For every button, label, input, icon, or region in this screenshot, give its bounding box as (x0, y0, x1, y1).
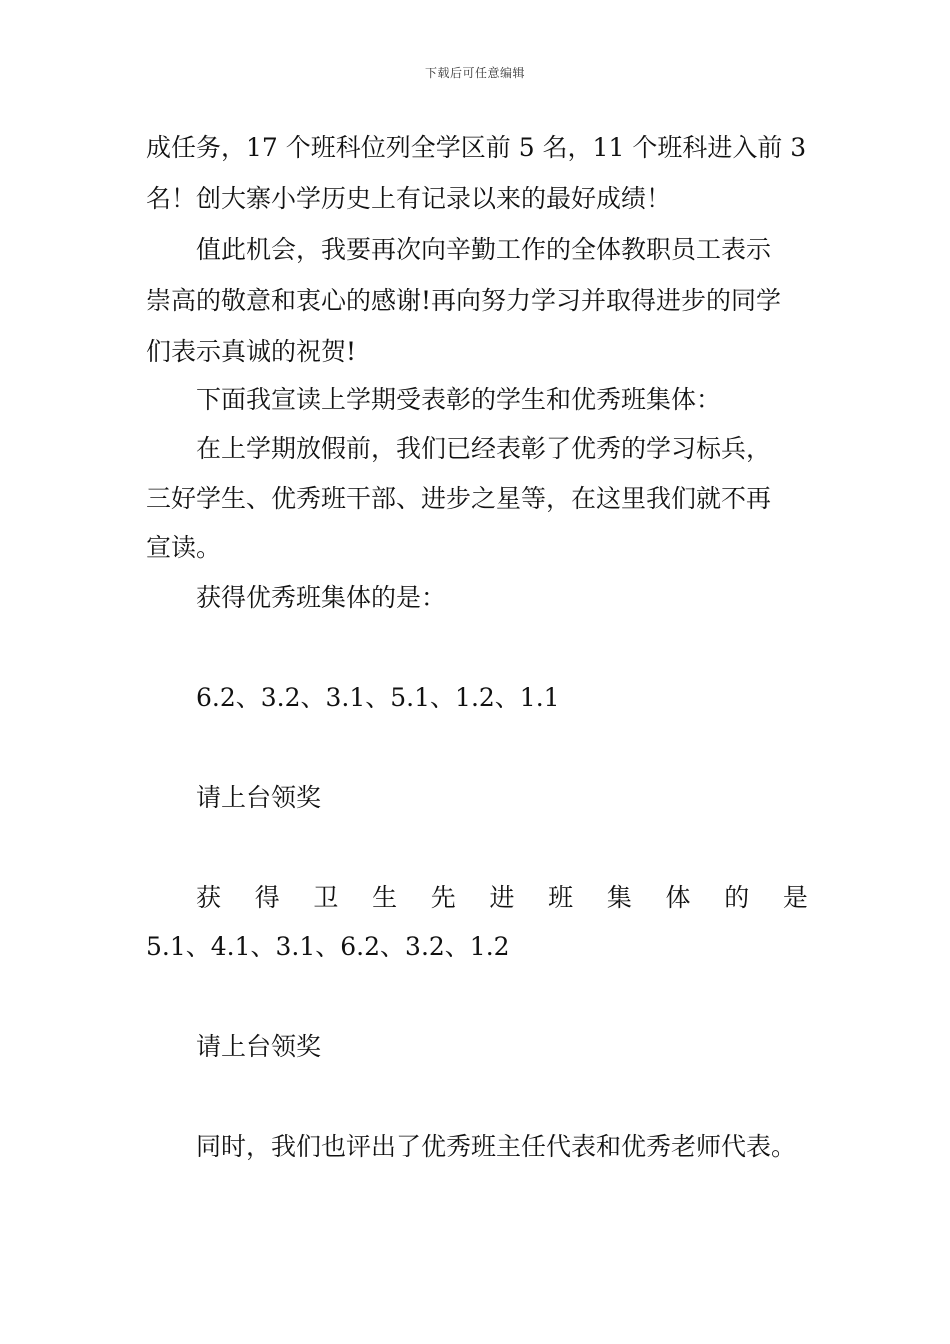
paragraph-line: 同时，我们也评出了优秀班主任代表和优秀老师代表。 (196, 1132, 797, 1161)
heading-char: 先 (430, 883, 456, 912)
award-call-line: 请上台领奖 (196, 783, 322, 812)
page-header-note: 下载后可任意编辑 (424, 66, 525, 80)
justified-heading-line (196, 881, 808, 915)
heading-char: 得 (254, 883, 280, 912)
paragraph-line: 名！创大寨小学历史上有记录以来的最好成绩！ (146, 184, 672, 213)
heading-char: 进 (489, 883, 515, 912)
heading-char: 生 (372, 883, 398, 912)
heading-char: 体 (665, 883, 691, 912)
heading-char: 的 (724, 883, 750, 912)
paragraph-line: 下面我宣读上学期受表彰的学生和优秀班集体： (196, 385, 722, 414)
heading-char: 是 (782, 883, 808, 912)
heading-char: 班 (548, 883, 574, 912)
paragraph-line: 们表示真诚的祝贺! (146, 337, 357, 366)
class-list-line: 5.1、4.1、3.1、6.2、3.2、1.2 (146, 932, 510, 961)
paragraph-line: 在上学期放假前，我们已经表彰了优秀的学习标兵， (196, 434, 772, 463)
paragraph-line: 成任务，17 个班科位列全学区前 5 名，11 个班科进入前 3 (146, 133, 807, 162)
heading-char: 获 (196, 883, 222, 912)
paragraph-line: 值此机会，我要再次向辛勤工作的全体教职员工表示 (196, 235, 772, 264)
heading-char: 卫 (313, 883, 339, 912)
paragraph-line: 获得优秀班集体的是： (196, 583, 447, 612)
paragraph-line: 宣读。 (146, 533, 222, 562)
award-call-line: 请上台领奖 (196, 1032, 322, 1061)
paragraph-line: 三好学生、优秀班干部、进步之星等，在这里我们就不再 (146, 484, 772, 513)
heading-char: 集 (606, 883, 632, 912)
class-list-line: 6.2、3.2、3.1、5.1、1.2、1.1 (196, 683, 560, 712)
paragraph-line: 崇高的敬意和衷心的感谢!再向努力学习并取得进步的同学 (146, 286, 782, 315)
